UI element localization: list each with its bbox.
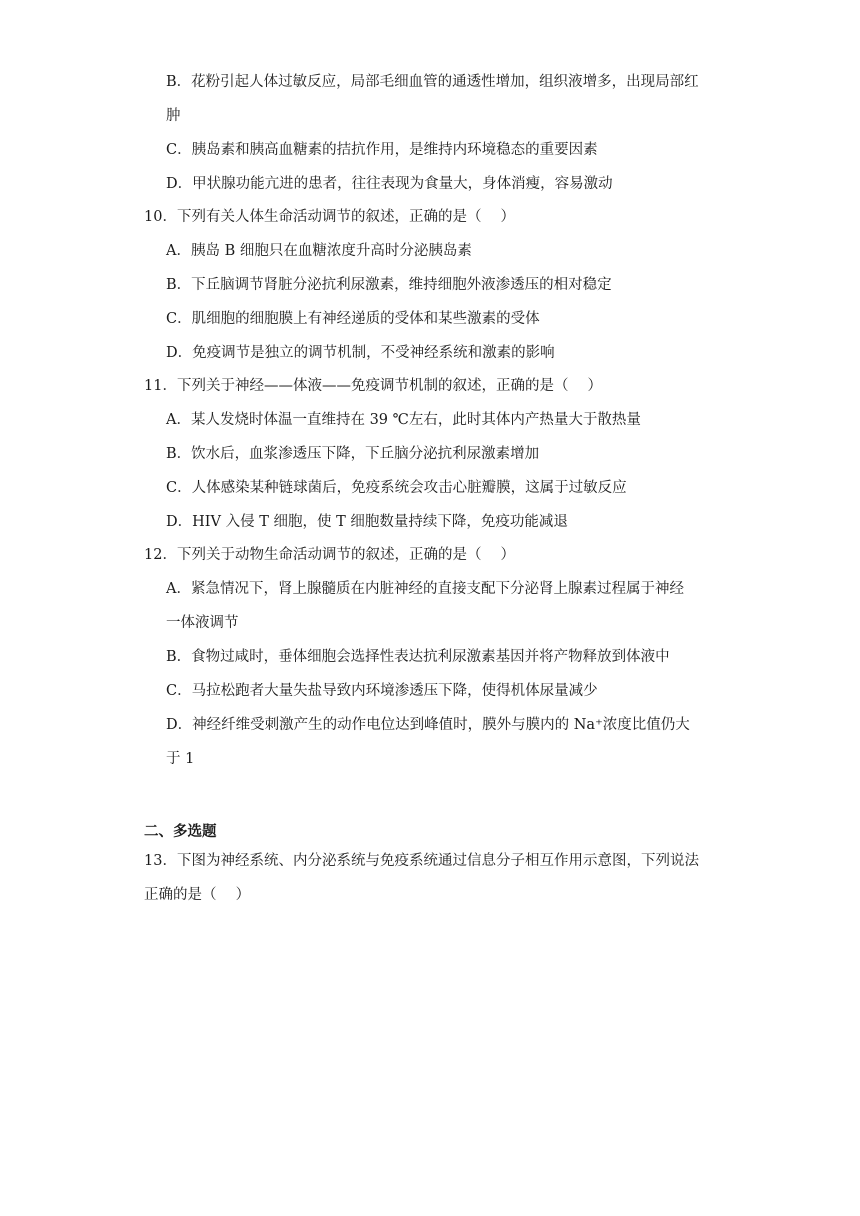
q9-option-d: D．甲状腺功能亢进的患者，往往表现为食量大，身体消瘦，容易激动 — [166, 176, 613, 192]
q10-option-b: B．下丘脑调节肾脏分泌抗利尿激素，维持细胞外液渗透压的相对稳定 — [166, 277, 612, 293]
q12-option-c: C．马拉松跑者大量失盐导致内环境渗透压下降，使得机体尿量减少 — [166, 683, 598, 699]
q10-option-a: A．胰岛 B 细胞只在血糖浓度升高时分泌胰岛素 — [166, 243, 472, 259]
q11-option-a: A．某人发烧时体温一直维持在 39 ℃左右，此时其体内产热量大于散热量 — [166, 412, 641, 428]
q11-stem: 11．下列关于神经——体液——免疫调节机制的叙述，正确的是（ ） — [144, 378, 603, 394]
q13-stem-line1: 13．下图为神经系统、内分泌系统与免疫系统通过信息分子相互作用示意图，下列说法 — [144, 853, 699, 869]
q10-option-c: C．肌细胞的细胞膜上有神经递质的受体和某些激素的受体 — [166, 311, 540, 327]
section-heading-multiple-choice: 二、多选题 — [144, 823, 217, 840]
q12-stem: 12．下列关于动物生命活动调节的叙述，正确的是（ ） — [144, 547, 516, 563]
q13-stem-line2: 正确的是（ ） — [144, 887, 251, 903]
q11-option-d: D．HIV 入侵 T 细胞，使 T 细胞数量持续下降，免疫功能减退 — [166, 514, 568, 530]
q9-option-b-line2: 肿 — [166, 108, 181, 124]
q12-option-a-line2: 一体液调节 — [166, 615, 239, 631]
q11-option-c: C．人体感染某种链球菌后，免疫系统会攻击心脏瓣膜，这属于过敏反应 — [166, 480, 627, 496]
q12-option-d-line1: D．神经纤维受刺激产生的动作电位达到峰值时，膜外与膜内的 Na⁺浓度比值仍大 — [166, 717, 690, 733]
q9-option-c: C．胰岛素和胰高血糖素的拮抗作用，是维持内环境稳态的重要因素 — [166, 142, 598, 158]
q12-option-b: B．食物过咸时，垂体细胞会选择性表达抗利尿激素基因并将产物释放到体液中 — [166, 649, 670, 665]
q10-option-d: D．免疫调节是独立的调节机制，不受神经系统和激素的影响 — [166, 345, 555, 361]
q9-option-b-line1: B．花粉引起人体过敏反应，局部毛细血管的通透性增加，组织液增多，出现局部红 — [166, 74, 699, 90]
q12-option-a-line1: A．紧急情况下，肾上腺髓质在内脏神经的直接支配下分泌肾上腺素过程属于神经 — [166, 581, 684, 597]
q11-option-b: B．饮水后，血浆渗透压下降，下丘脑分泌抗利尿激素增加 — [166, 446, 540, 462]
q10-stem: 10．下列有关人体生命活动调节的叙述，正确的是（ ） — [144, 209, 516, 225]
q12-option-d-line2: 于 1 — [166, 751, 195, 767]
